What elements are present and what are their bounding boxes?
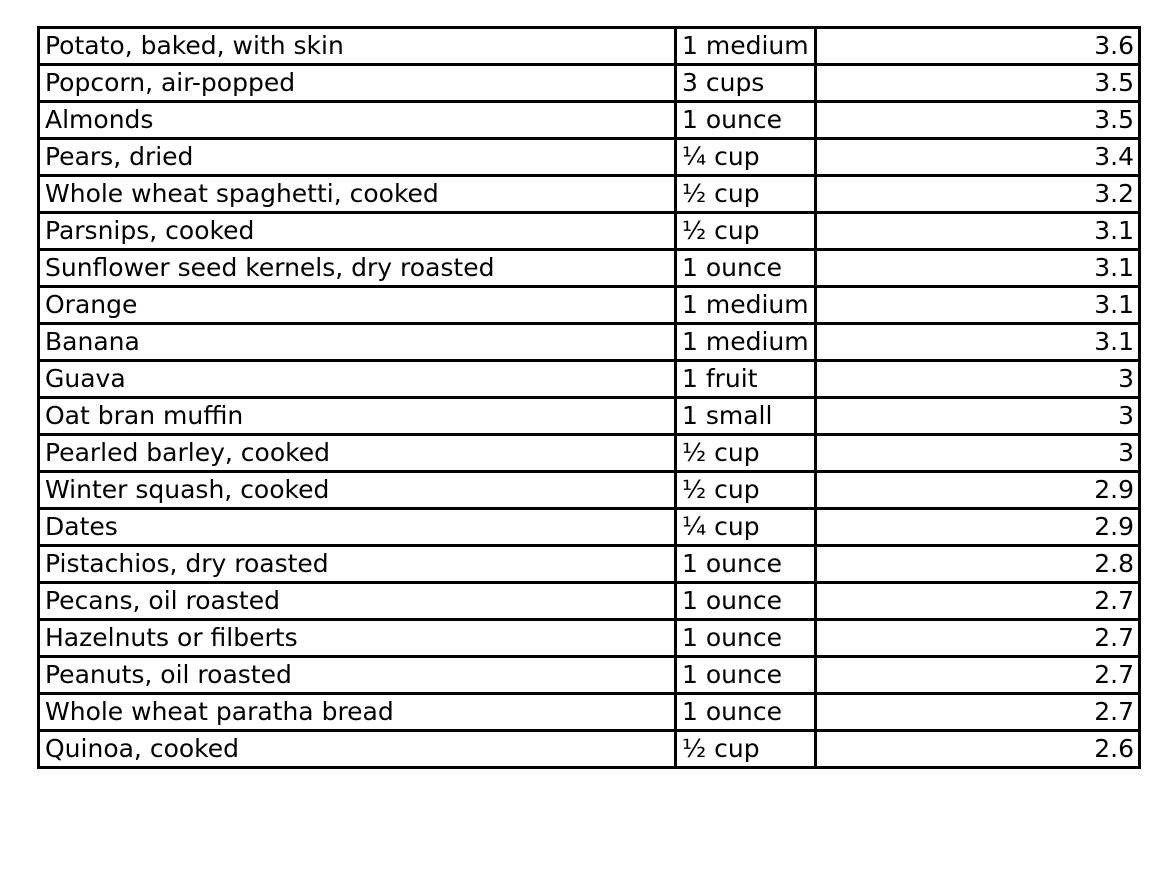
food-name-cell: Peanuts, oil roasted (39, 657, 676, 694)
food-name-cell: Almonds (39, 102, 676, 139)
serving-size-cell: 1 fruit (676, 361, 816, 398)
table-row (39, 657, 1140, 694)
serving-size-cell: 1 ounce (676, 102, 816, 139)
food-name-cell: Oat bran muffin (39, 398, 676, 435)
table-row (39, 213, 1140, 250)
fiber-value-cell: 3 (816, 361, 1140, 398)
food-name-cell: Popcorn, air-popped (39, 65, 676, 102)
serving-size-cell: 3 cups (676, 65, 816, 102)
table-row (39, 287, 1140, 324)
table-row (39, 694, 1140, 731)
fiber-value-cell: 3.1 (816, 324, 1140, 361)
serving-size-cell: 1 ounce (676, 250, 816, 287)
table-row (39, 361, 1140, 398)
fiber-value-cell: 3.2 (816, 176, 1140, 213)
food-name-cell: Quinoa, cooked (39, 731, 676, 768)
food-name-cell: Pistachios, dry roasted (39, 546, 676, 583)
serving-size-cell: 1 medium (676, 287, 816, 324)
table-row (39, 102, 1140, 139)
food-name-cell: Parsnips, cooked (39, 213, 676, 250)
fiber-table (37, 26, 1141, 769)
serving-size-cell: 1 ounce (676, 620, 816, 657)
fiber-value-cell: 3.1 (816, 250, 1140, 287)
food-name-cell: Banana (39, 324, 676, 361)
table-row (39, 28, 1140, 65)
serving-size-cell: 1 medium (676, 324, 816, 361)
fiber-table-container (37, 26, 1138, 769)
food-name-cell: Whole wheat spaghetti, cooked (39, 176, 676, 213)
serving-size-cell: ½ cup (676, 176, 816, 213)
food-name-cell: Guava (39, 361, 676, 398)
fiber-value-cell: 2.8 (816, 546, 1140, 583)
serving-size-cell: 1 ounce (676, 694, 816, 731)
table-body (39, 28, 1140, 768)
fiber-value-cell: 2.7 (816, 620, 1140, 657)
food-name-cell: Pears, dried (39, 139, 676, 176)
food-name-cell: Whole wheat paratha bread (39, 694, 676, 731)
table-row (39, 546, 1140, 583)
food-name-cell: Pearled barley, cooked (39, 435, 676, 472)
serving-size-cell: 1 ounce (676, 583, 816, 620)
fiber-value-cell: 3.5 (816, 65, 1140, 102)
food-name-cell: Pecans, oil roasted (39, 583, 676, 620)
serving-size-cell: ½ cup (676, 472, 816, 509)
serving-size-cell: ¼ cup (676, 139, 816, 176)
fiber-value-cell: 2.7 (816, 657, 1140, 694)
food-name-cell: Dates (39, 509, 676, 546)
fiber-value-cell: 2.7 (816, 583, 1140, 620)
table-row (39, 583, 1140, 620)
food-name-cell: Hazelnuts or filberts (39, 620, 676, 657)
table-row (39, 731, 1140, 768)
serving-size-cell: ¼ cup (676, 509, 816, 546)
serving-size-cell: ½ cup (676, 213, 816, 250)
table-row (39, 509, 1140, 546)
table-row (39, 139, 1140, 176)
serving-size-cell: 1 small (676, 398, 816, 435)
fiber-value-cell: 3.4 (816, 139, 1140, 176)
fiber-value-cell: 3 (816, 398, 1140, 435)
table-row (39, 176, 1140, 213)
serving-size-cell: 1 medium (676, 28, 816, 65)
serving-size-cell: 1 ounce (676, 546, 816, 583)
table-row (39, 398, 1140, 435)
fiber-value-cell: 3.1 (816, 213, 1140, 250)
table-row (39, 65, 1140, 102)
serving-size-cell: ½ cup (676, 435, 816, 472)
table-row (39, 435, 1140, 472)
fiber-value-cell: 3.5 (816, 102, 1140, 139)
food-name-cell: Orange (39, 287, 676, 324)
fiber-value-cell: 2.7 (816, 694, 1140, 731)
table-row (39, 324, 1140, 361)
fiber-value-cell: 2.6 (816, 731, 1140, 768)
fiber-value-cell: 3.1 (816, 287, 1140, 324)
table-row (39, 620, 1140, 657)
fiber-value-cell: 2.9 (816, 472, 1140, 509)
food-name-cell: Potato, baked, with skin (39, 28, 676, 65)
fiber-value-cell: 3 (816, 435, 1140, 472)
fiber-value-cell: 3.6 (816, 28, 1140, 65)
table-row (39, 250, 1140, 287)
food-name-cell: Winter squash, cooked (39, 472, 676, 509)
serving-size-cell: 1 ounce (676, 657, 816, 694)
fiber-value-cell: 2.9 (816, 509, 1140, 546)
food-name-cell: Sunflower seed kernels, dry roasted (39, 250, 676, 287)
table-row (39, 472, 1140, 509)
serving-size-cell: ½ cup (676, 731, 816, 768)
